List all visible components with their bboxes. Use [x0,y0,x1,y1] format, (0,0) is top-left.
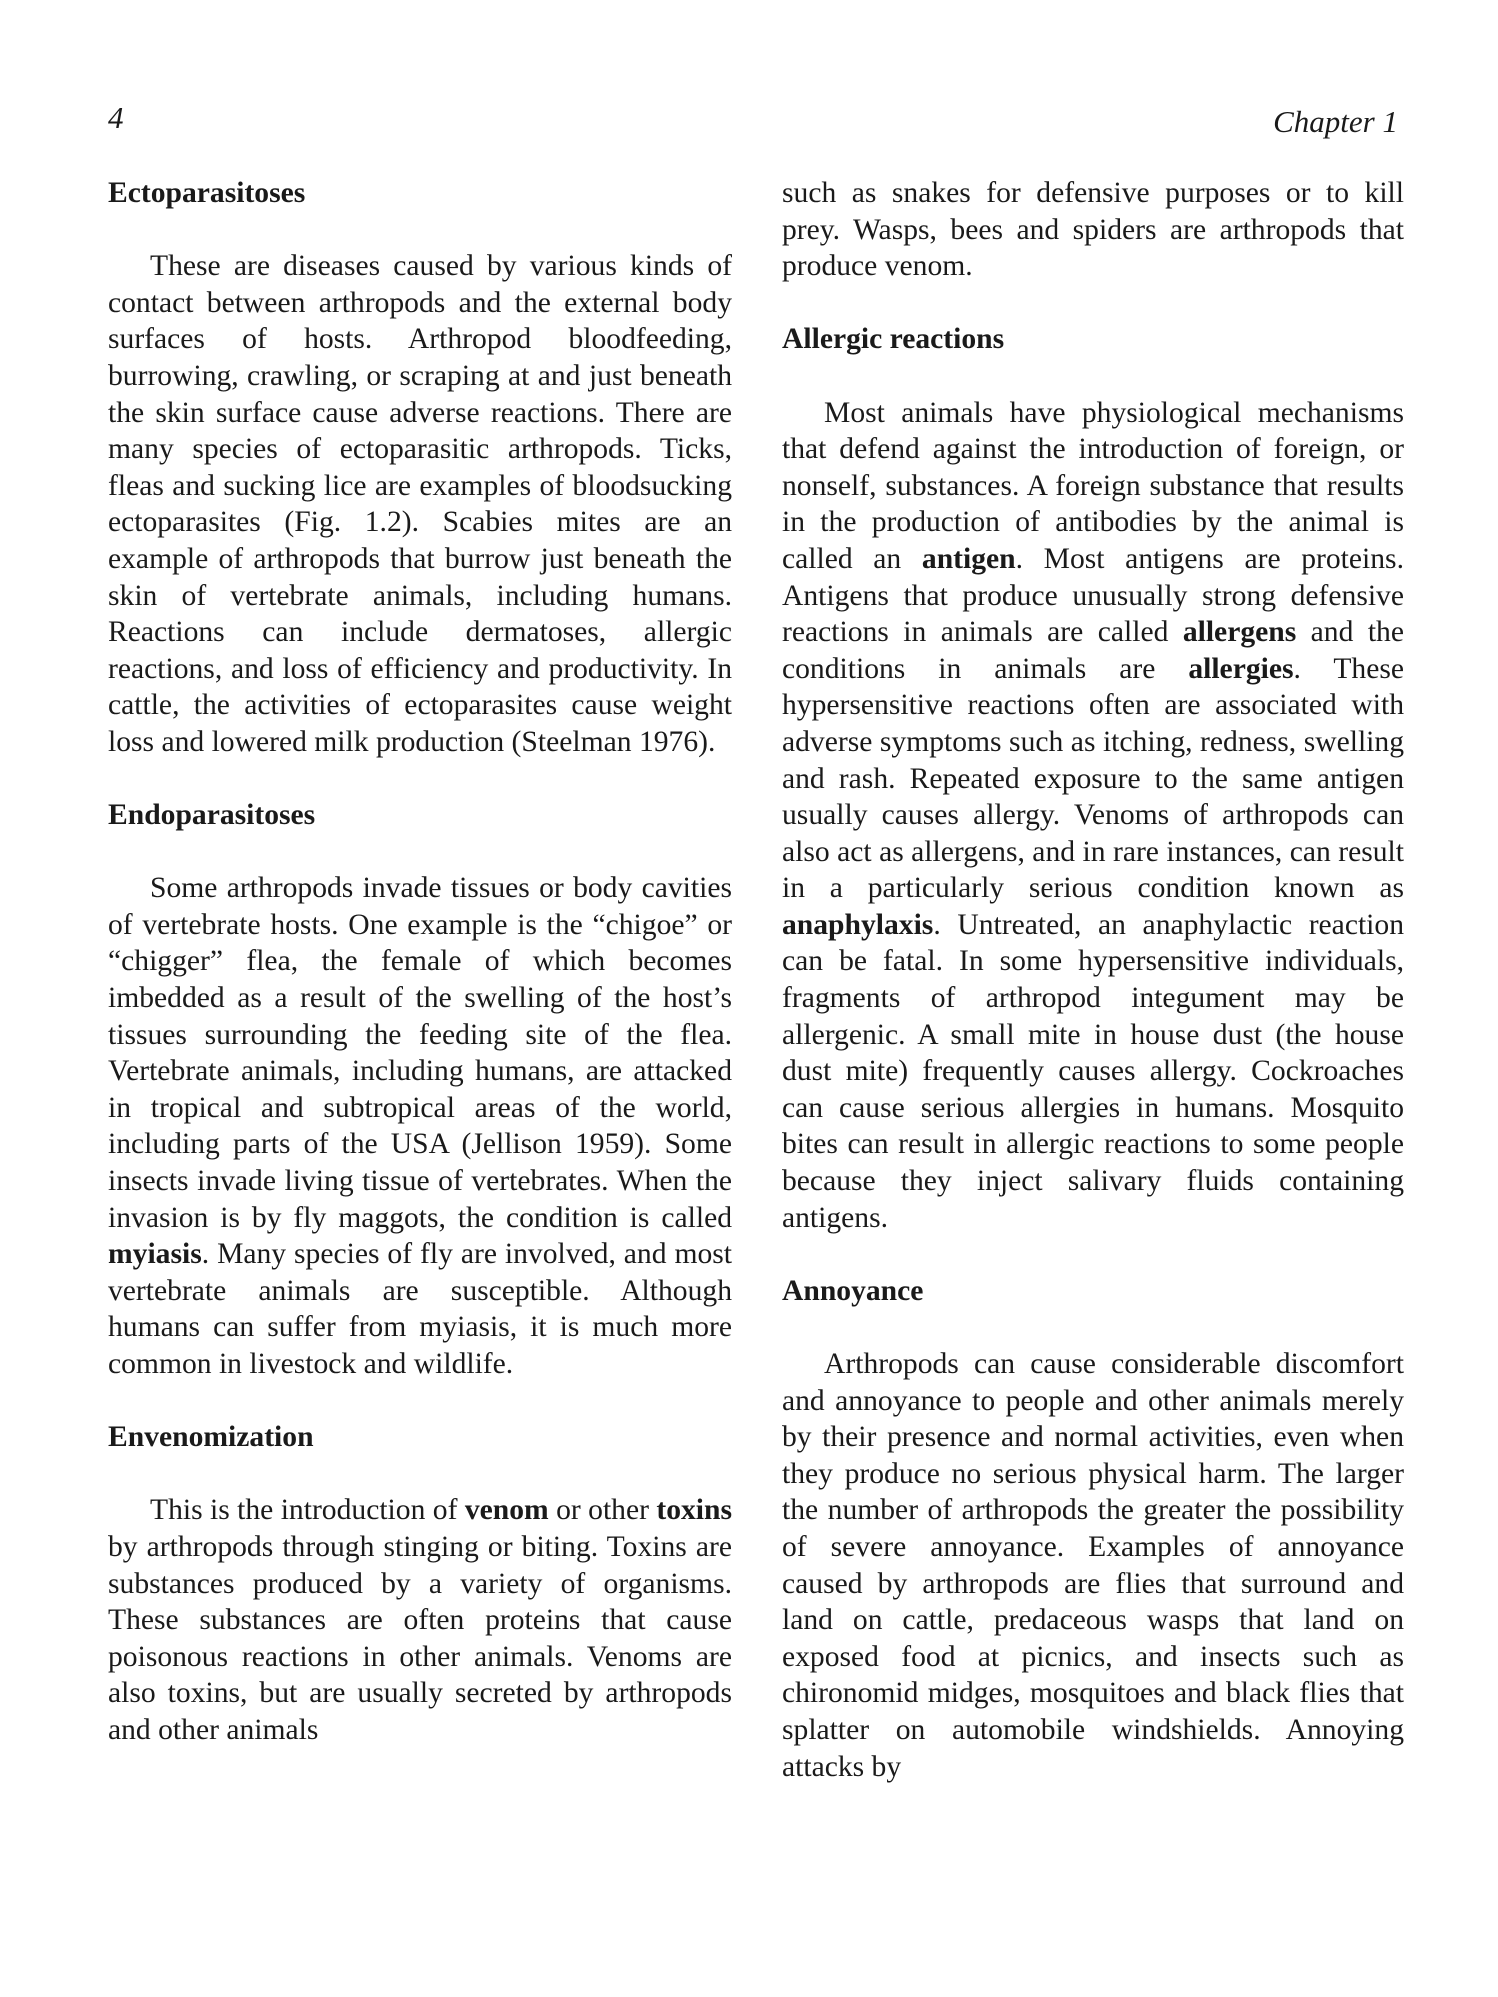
term-anaphylaxis: anaphylaxis [782,908,934,941]
paragraph-allergic-reactions: Most animals have physiological mechanisms that defend against the introduction of foreign, or nonself, substances. A foreign substance that results in the production of antibodies by the animal is called an antigen. Most antigens are proteins. Antigens that produce unusually strong defensive reactions in animals are called allergens and the conditions in animals are allergies. These hypersensitive reactions often are associated with adverse symptoms such as itching, redness, swelling and rash. Repeated exposure to the same antigen usually causes allergy. Venoms of arthropods can also act as allergens, and in rare instances, can result in a particularly serious condition known as anaphylaxis. Untreated, an anaphylactic reaction can be fatal. In some hypersensitive individuals, fragments of arthropod integument may be allergenic. A small mite in house dust (the house dust mite) frequently causes allergy. Cockroaches can cause serious allergies in humans. Mosquito bites can result in allergic reactions to some people because they inject salivary fluids containing antigens. [782,396,1404,1234]
section-heading-envenomization: Envenomization [108,1421,314,1454]
term-antigen: antigen [921,542,1016,575]
paragraph-envenomization-continued: such as snakes for defensive purposes or to kill prey. Wasps, bees and spiders are arthropods that produce venom. [782,177,1404,283]
section-heading-endoparasitoses: Endoparasitoses [108,799,316,832]
right-column [782,175,1404,1785]
paragraph-ectoparasitoses: These are diseases caused by various kinds of contact between arthropods and the external body surfaces of hosts. Arthropod bloodfeeding, burrowing, crawling, or scraping at and just beneath the skin surface cause adverse reactions. There are many species of ectoparasitic arthropods. Ticks, fleas and sucking lice are examples of bloodsucking ectoparasites (Fig. 1.2). Scabies mites are an example of arthropods that burrow just beneath the skin of vertebrate animals, including humans. Reactions can include dermatoses, allergic reactions, and loss of efficiency and productivity. In cattle, the activities of ectoparasites cause weight loss and lowered milk production (Steelman 1976). [108,250,732,758]
paragraph-endoparasitoses: Some arthropods invade tissues or body cavities of vertebrate hosts. One example is the “chigoe” or “chigger” flea, the female of which becomes imbedded as a result of the swelling of the host’s tissues surrounding the feeding site of the flea. Vertebrate animals, including humans, are attacked in tropical and subtropical areas of the world, including parts of the USA (Jellison 1959). Some insects invade living tissue of vertebrates. When the invasion is by fly maggots, the condition is called myiasis. Many species of fly are involved, and most vertebrate animals are susceptible. Although humans can suffer from myiasis, it is much more common in livestock and wildlife. [108,872,732,1380]
paragraph-envenomization: This is the introduction of venom or other toxins by arthropods through stinging or biting. Toxins are substances produced by a variety of organisms. These substances are often proteins that cause poisonous reactions in other animals. Venoms are also toxins, but are usually secreted by arthropods and other animals [108,1494,733,1746]
running-head: Chapter 1 [1273,104,1398,139]
section-heading-annoyance: Annoyance [782,1274,924,1307]
section-heading-allergic-reactions: Allergic reactions [782,323,1005,356]
page-number: 4 [108,100,124,135]
term-allergies: allergies [1188,652,1294,685]
paragraph-annoyance: Arthropods can cause considerable discomfort and annoyance to people and other animals merely by their presence and normal activities, even when they produce no serious physical harm. The larger the number of arthropods the greater the possibility of severe annoyance. Examples of annoyance caused by arthropods are flies that surround and land on cattle, predaceous wasps that land on exposed food at picnics, and insects such as chironomid midges, mosquitoes and black flies that splatter on automobile windshields. Annoying attacks by [782,1348,1404,1783]
term-venom: venom [464,1494,549,1527]
term-toxins: toxins [656,1494,733,1527]
term-allergens: allergens [1182,616,1297,649]
term-myiasis: myiasis [108,1238,202,1271]
section-heading-ectoparasitoses: Ectoparasitoses [108,177,306,209]
left-column [108,175,732,1749]
